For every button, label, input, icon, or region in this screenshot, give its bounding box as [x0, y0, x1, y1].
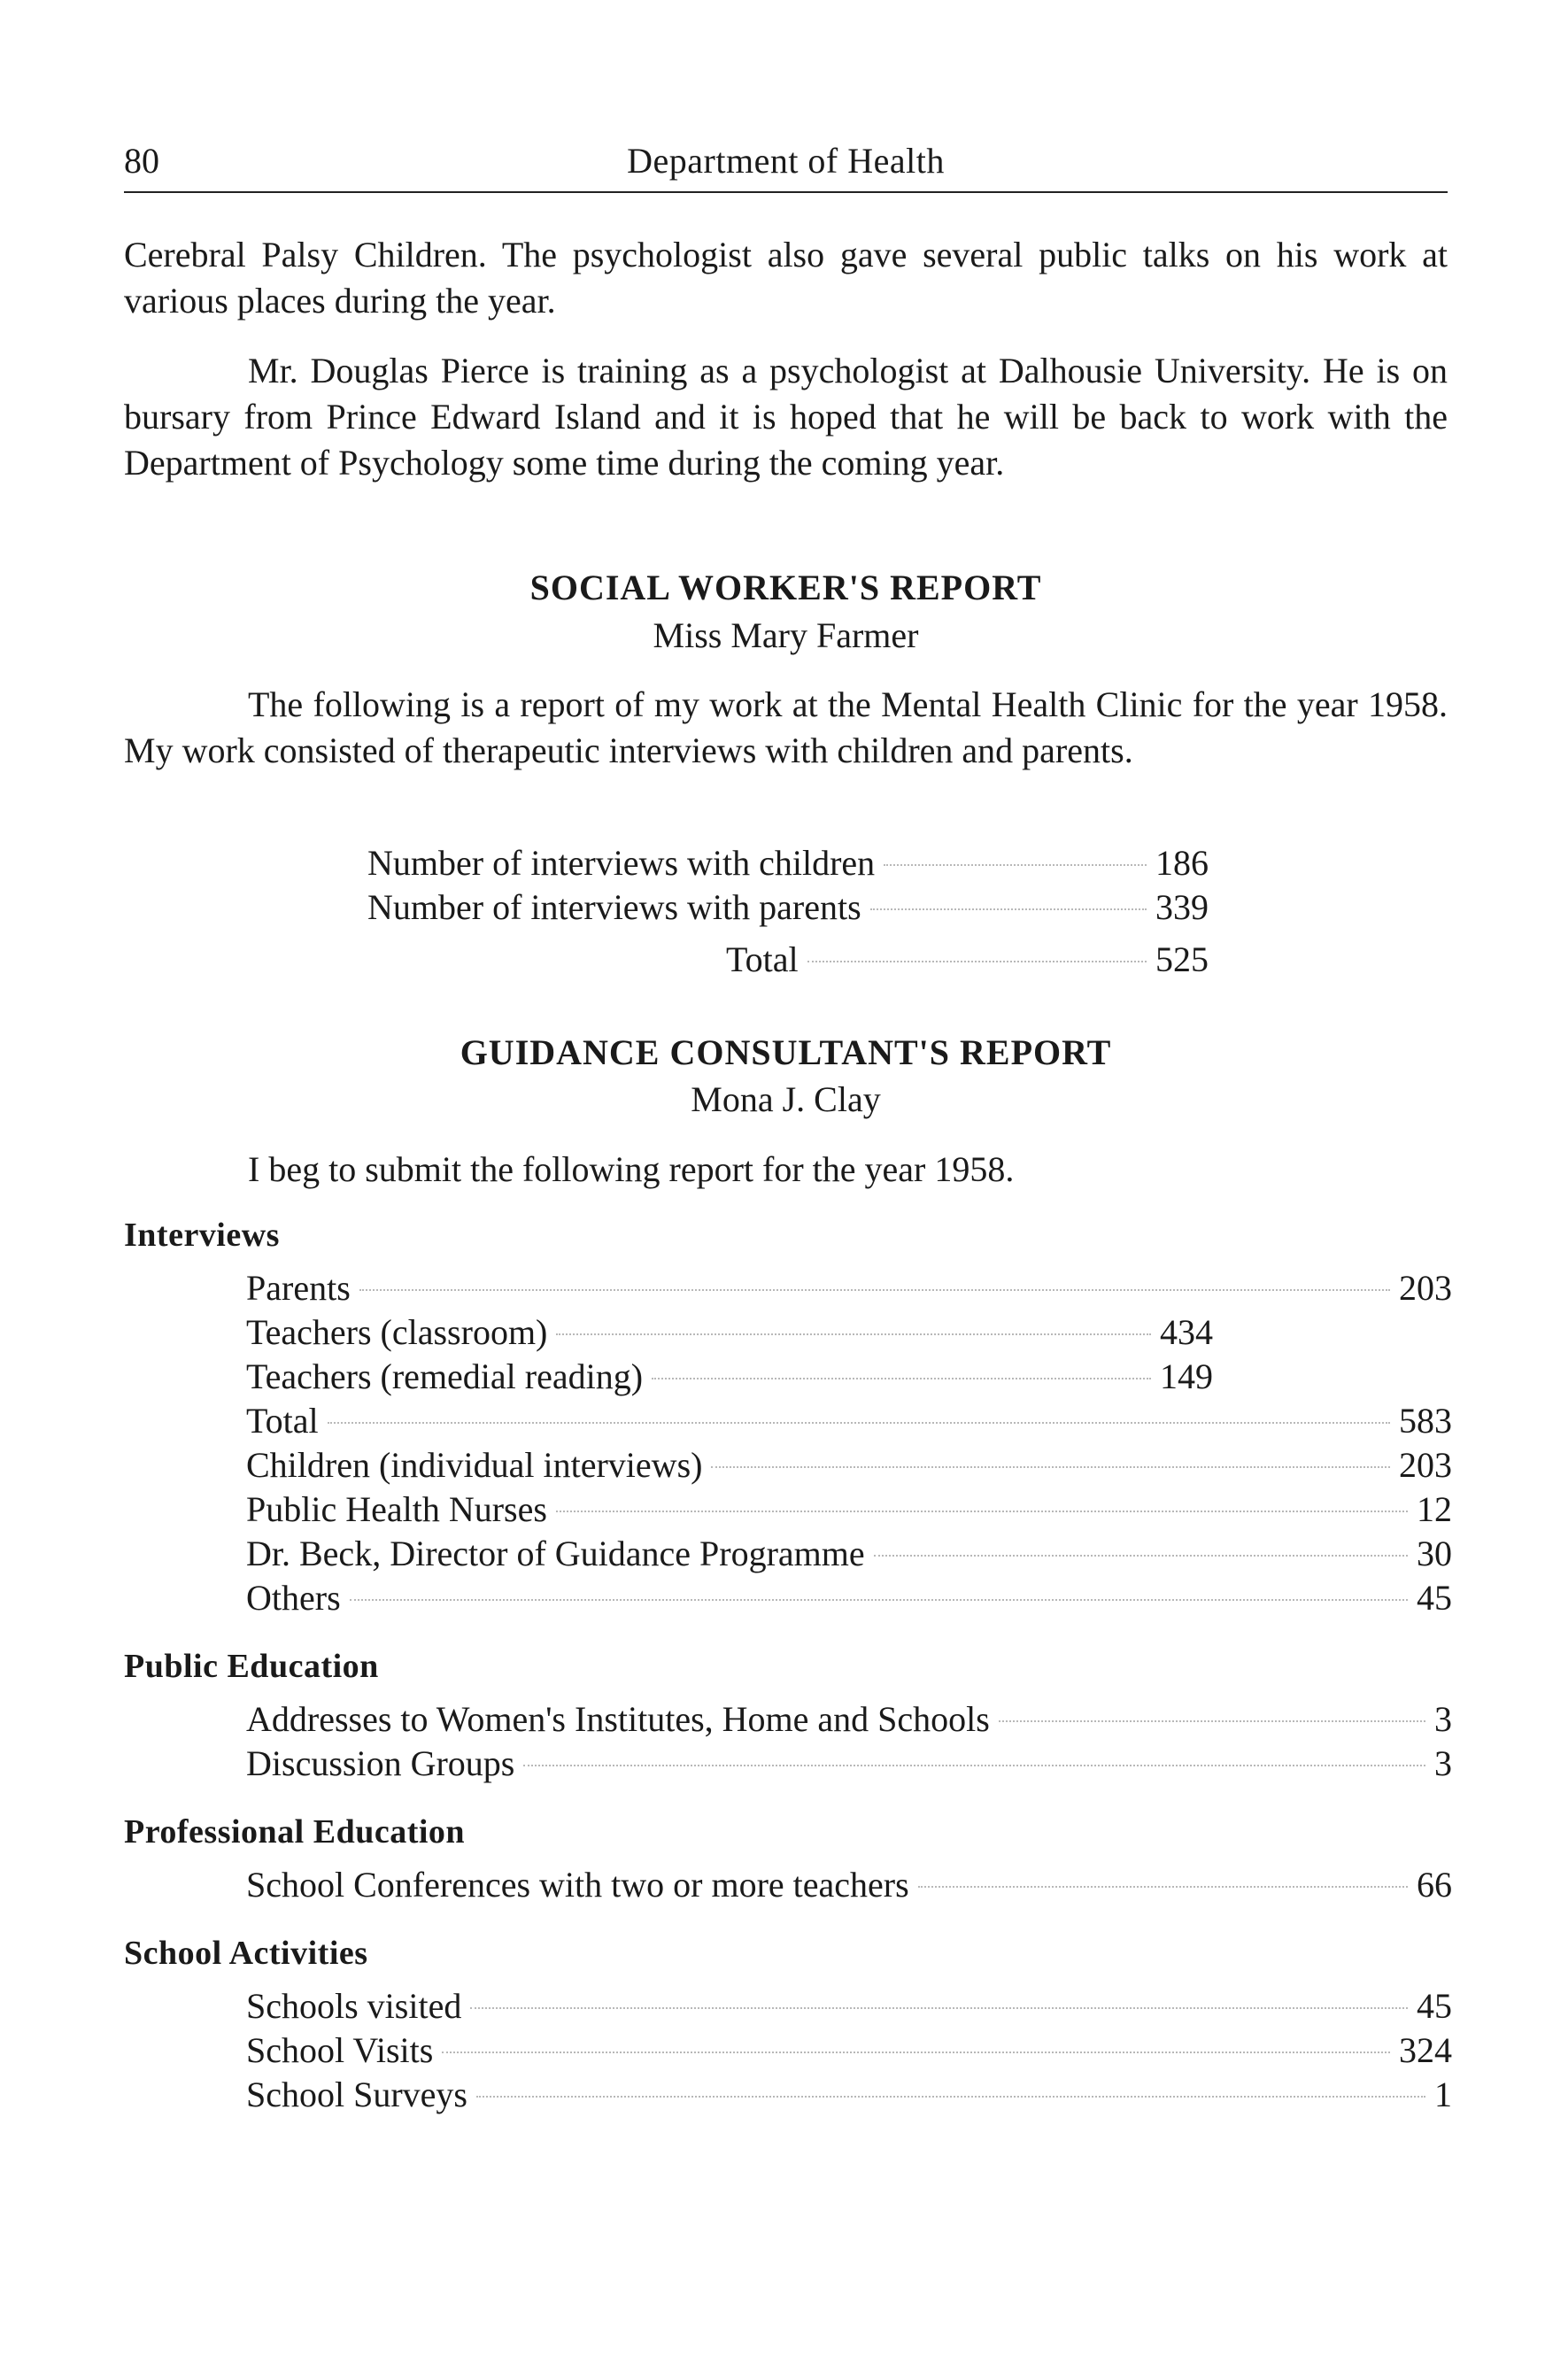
- list-item: School Conferences with two or more teachers 66: [246, 1865, 1452, 1905]
- dot-leader: [556, 1333, 1151, 1335]
- list-item: Number of interviews with children 186: [367, 843, 1209, 883]
- list-item: Addresses to Women's Institutes, Home and Schools 3: [246, 1699, 1452, 1739]
- section-label-professional-education: Professional Education: [124, 1813, 466, 1851]
- list-item: School Surveys 1: [246, 2075, 1452, 2114]
- intro-paragraph-2: Mr. Douglas Pierce is training as a psychologist at Dalhousie University. He is on bursary from Prince Edward Island and it is hoped that he will be back to work with the Department of Psychology some time during the coming year.: [124, 351, 1448, 483]
- page-number: 80: [124, 141, 159, 181]
- social-worker-paragraph: The following is a report of my work at the Mental Health Clinic for the year 1958. My work consisted of therapeutic interviews with children and parents.: [124, 684, 1448, 770]
- list-item: Teachers (remedial reading) 149: [246, 1356, 1213, 1396]
- section-label-school-activities: School Activities: [124, 1935, 368, 1972]
- dot-leader: [328, 1422, 1390, 1424]
- dot-leader: [442, 2052, 1390, 2053]
- dot-leader: [556, 1511, 1408, 1512]
- dot-leader: [523, 1765, 1425, 1766]
- guidance-intro: I beg to submit the following report for the year 1958.: [248, 1149, 1015, 1189]
- list-item-total: Total 525: [726, 939, 1209, 979]
- list-item: Public Health Nurses 12: [246, 1489, 1452, 1529]
- intro-paragraph-1: Cerebral Palsy Children. The psychologist also gave several public talks on his work at various places during the year.: [124, 235, 1448, 321]
- list-item: Dr. Beck, Director of Guidance Programme 30: [246, 1534, 1452, 1573]
- dot-leader: [711, 1466, 1390, 1468]
- guidance-report-heading: GUIDANCE CONSULTANT'S REPORT: [460, 1032, 1112, 1072]
- list-item: Children (individual interviews) 203: [246, 1445, 1452, 1485]
- dot-leader: [652, 1378, 1151, 1379]
- dot-leader: [918, 1886, 1408, 1888]
- social-worker-report-heading: SOCIAL WORKER'S REPORT: [529, 568, 1042, 607]
- list-item: Number of interviews with parents 339: [367, 887, 1209, 927]
- dot-leader: [807, 961, 1147, 962]
- list-item: Others 45: [246, 1578, 1452, 1618]
- dot-leader: [884, 864, 1147, 866]
- list-item: Teachers (classroom) 434: [246, 1312, 1213, 1352]
- section-label-interviews: Interviews: [124, 1217, 280, 1254]
- header-rule: [124, 191, 1448, 193]
- list-item-total: Total 583: [246, 1401, 1452, 1441]
- running-head: Department of Health: [627, 141, 945, 181]
- guidance-author: Mona J. Clay: [691, 1079, 881, 1119]
- dot-leader: [874, 1555, 1408, 1557]
- list-item: Discussion Groups 3: [246, 1743, 1452, 1783]
- dot-leader: [359, 1289, 1390, 1291]
- dot-leader: [999, 1720, 1425, 1722]
- section-label-public-education: Public Education: [124, 1648, 379, 1685]
- list-item: Schools visited 45: [246, 1986, 1452, 2026]
- dot-leader: [470, 2007, 1408, 2009]
- list-item: School Visits 324: [246, 2030, 1452, 2070]
- list-item: Parents 203: [246, 1268, 1452, 1308]
- dot-leader: [350, 1599, 1408, 1601]
- social-worker-author: Miss Mary Farmer: [653, 615, 919, 655]
- page-header: [124, 140, 1448, 193]
- dot-leader: [476, 2096, 1425, 2098]
- dot-leader: [870, 908, 1147, 910]
